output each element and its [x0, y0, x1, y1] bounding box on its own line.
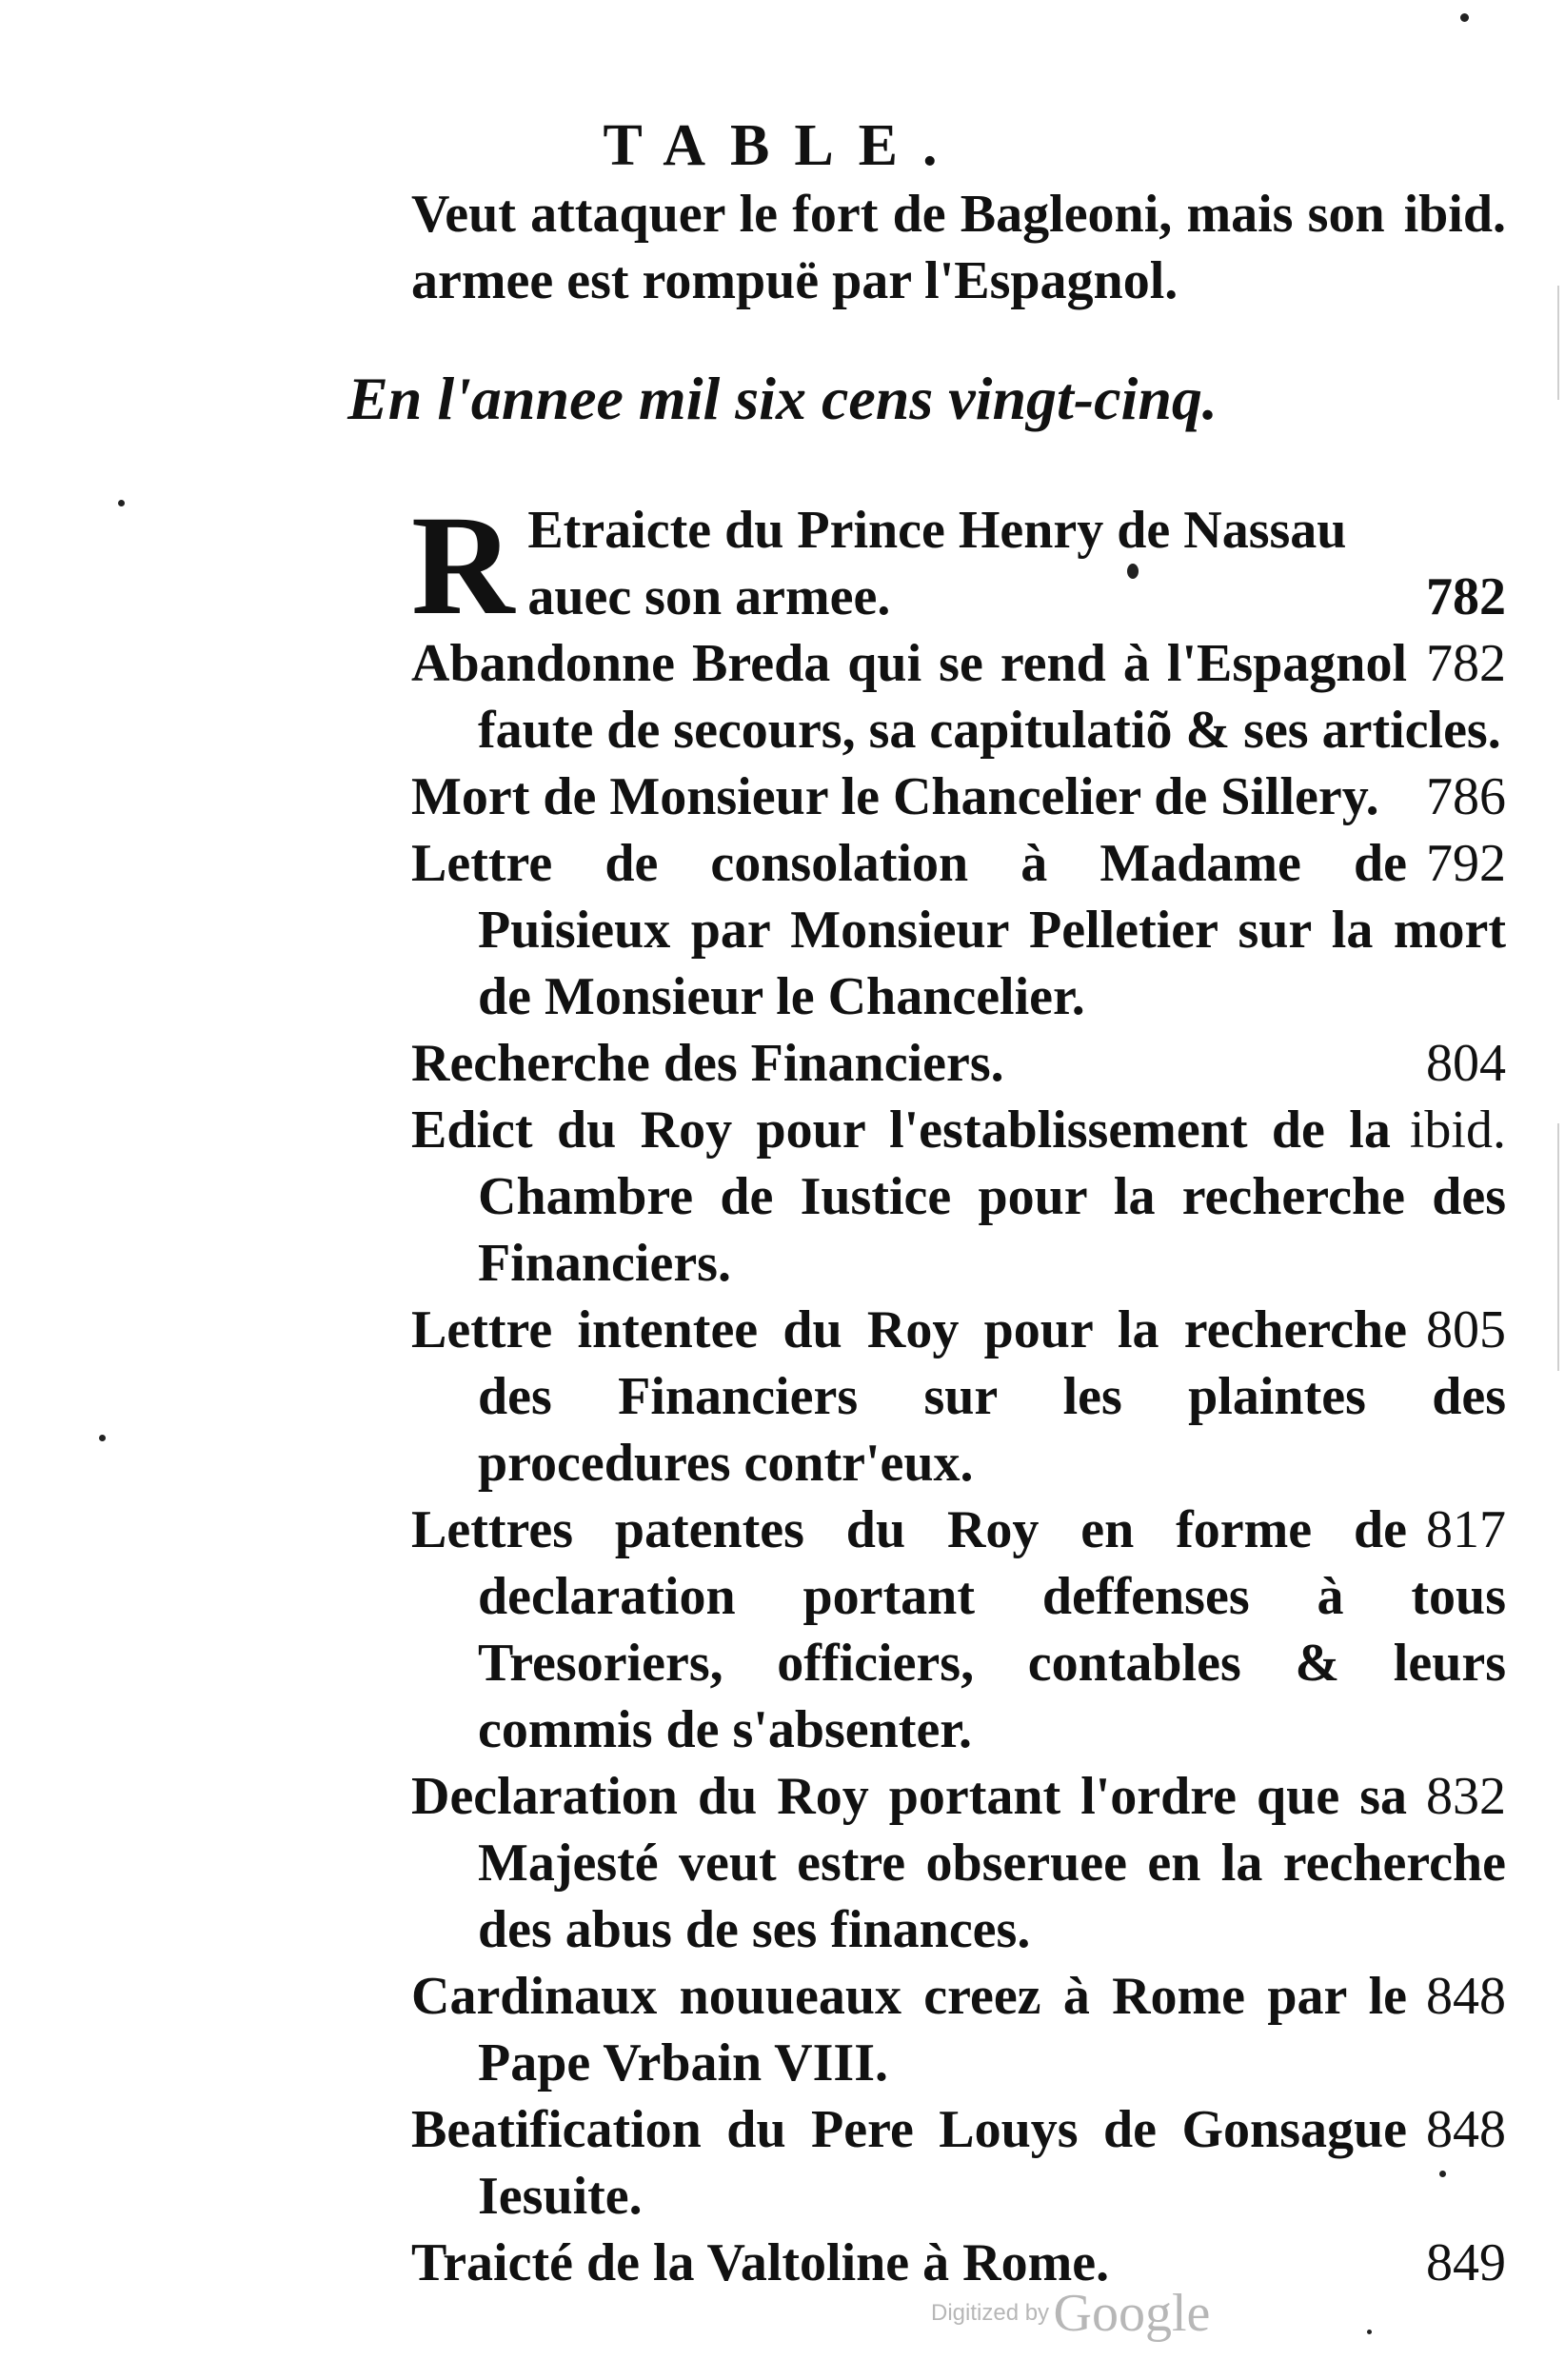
- entry-text: Etraicte du Prince Henry de Nassau auec son armee.: [527, 501, 1347, 626]
- scan-speck: [118, 500, 125, 506]
- drop-cap: R: [411, 486, 515, 645]
- scan-speck: [1127, 564, 1139, 579]
- index-entry: [411, 1963, 1506, 2096]
- scan-speck: [1367, 2330, 1372, 2334]
- page-reference: 849: [1426, 2233, 1506, 2292]
- page-reference: 782: [1426, 567, 1506, 626]
- entry-text: Beatification du Pere Louys de Gonsague Iesuite.: [411, 2100, 1407, 2226]
- page-reference: 848: [1426, 2100, 1506, 2159]
- scan-speck: [99, 1435, 106, 1441]
- index-entry: [411, 181, 1506, 314]
- page-edge-line: [1557, 286, 1559, 400]
- entry-text: Abandonne Breda qui se rend à l'Espagnol faute de secours, sa capitulatiõ & ses articles.: [411, 634, 1501, 760]
- page-reference: 817: [1426, 1500, 1506, 1559]
- page-reference: ibid.: [1403, 185, 1506, 244]
- entry-text: Lettres patentes du Roy en forme de declaration portant deffenses à tous Tresoriers, officiers, contables & leurs commis de s'absenter.: [411, 1500, 1506, 1759]
- index-entry: [411, 2096, 1506, 2230]
- year-heading: En l'annee mil six cens vingt-cinq.: [347, 365, 1218, 432]
- entry-text: Lettre de consolation à Madame de Puisieux par Monsieur Pelletier sur la mort de Monsieur le Chancelier.: [411, 834, 1506, 1026]
- entry-text: Recherche des Financiers.: [411, 1034, 1004, 1093]
- page-edge-line: [1557, 1123, 1559, 1371]
- index-entry: [411, 1497, 1506, 1763]
- index-entry: [411, 830, 1506, 1030]
- index-entry: [411, 1763, 1506, 1963]
- watermark-prefix: Digitized by: [931, 2300, 1050, 2326]
- index-entry: [411, 1097, 1506, 1297]
- page-reference: ibid.: [1409, 1101, 1506, 1160]
- entry-text: Lettre intentee du Roy pour la recherche des Financiers sur les plaintes des procedures contr'eux.: [411, 1300, 1506, 1493]
- entry-text: Edict du Roy pour l'establissement de la Chambre de Iustice pour la recherche des Financiers.: [411, 1101, 1506, 1293]
- page-reference: 792: [1426, 834, 1506, 893]
- running-head: TABLE.: [603, 113, 962, 178]
- page-reference: 832: [1426, 1767, 1506, 1826]
- page-reference: 782: [1426, 634, 1506, 693]
- scan-speck: [1460, 13, 1469, 22]
- entry-text: Mort de Monsieur le Chancelier de Sillery.: [411, 767, 1379, 826]
- index-entry: [411, 630, 1506, 764]
- entry-text: Veut attaquer le fort de Bagleoni, mais son armee est rompuë par l'Espagnol.: [411, 185, 1385, 310]
- index-list: [411, 630, 1506, 2296]
- watermark-brand: Google: [1053, 2284, 1211, 2343]
- digitized-watermark: [931, 2283, 1210, 2344]
- page-reference: 786: [1426, 767, 1506, 826]
- index-entry: [411, 1297, 1506, 1497]
- entry-text: Declaration du Roy portant l'ordre que sa Majesté veut estre obseruee en la recherche des abus de ses finances.: [411, 1767, 1506, 1959]
- page-reference: 805: [1426, 1300, 1506, 1359]
- entry-text: Traicté de la Valtoline à Rome.: [411, 2233, 1110, 2292]
- entry-text: Cardinaux nouueaux creez à Rome par le Pape Vrbain VIII.: [411, 1967, 1407, 2092]
- page-reference: 804: [1426, 1034, 1506, 1093]
- first-entry: [411, 486, 1506, 645]
- intro-entry: [411, 181, 1506, 314]
- scan-speck: [1439, 2171, 1446, 2177]
- index-entry: [411, 1030, 1506, 1097]
- index-entry: [411, 764, 1506, 830]
- page-reference: 848: [1426, 1967, 1506, 2026]
